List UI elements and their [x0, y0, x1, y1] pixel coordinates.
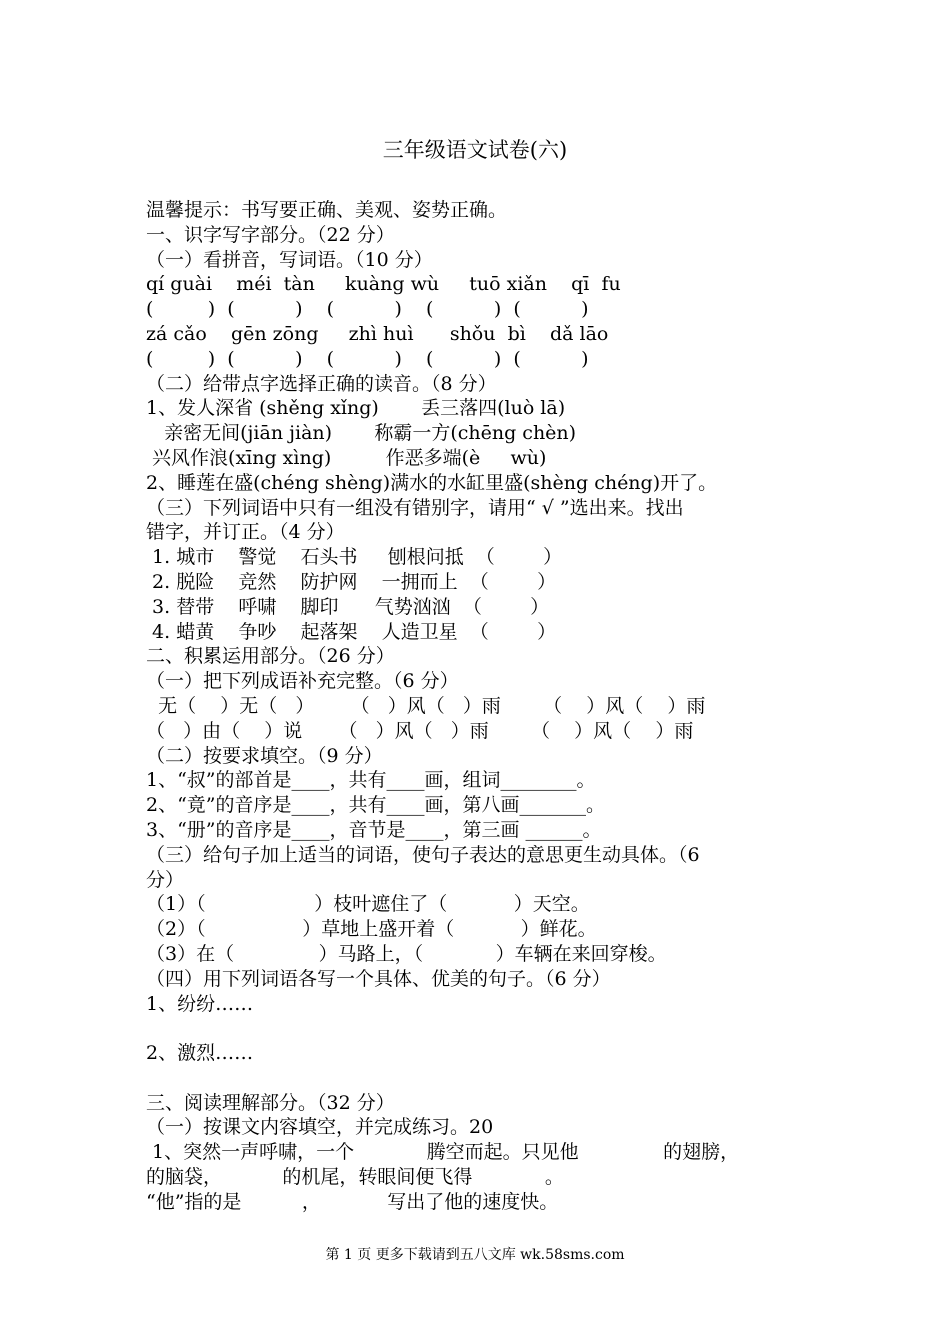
text-line: 4. 蜡黄 争吵 起落架 人造卫星 （ ） [146, 620, 557, 643]
text-line: （三）下列词语中只有一组没有错别字，请用“ √ ”选出来。找出 [146, 496, 684, 519]
text-line: （3）在（ ）马路上，（ ）车辆在来回穿梭。 [146, 942, 667, 965]
text-line: 1、纷纷…… [146, 992, 254, 1015]
text-line: “他”指的是 ， 写出了他的速度快。 [146, 1190, 559, 1213]
text-line: （四）用下列词语各写一个具体、优美的句子。（6 分） [146, 967, 611, 990]
text-line: 3、“册”的音序是____，音节是____，第三画 ______。 [146, 818, 602, 841]
text-line: 一、识字写字部分。（22 分） [146, 223, 395, 246]
text-line: （1）（ ）枝叶遮住了（ ）天空。 [146, 893, 590, 916]
text-line: 无（ ）无（ ） （ ）风（ ）雨 （ ）风（ ）雨 [146, 694, 706, 717]
text-line: 1、“叔”的部首是____，共有____画，组词________。 [146, 769, 596, 792]
text-line: （一）按课文内容填空，并完成练习。20 [146, 1116, 494, 1139]
text-line: 兴风作浪(xīng xìng) 作恶多端(è wù) [146, 446, 547, 469]
text-line: 二、积累运用部分。（26 分） [146, 645, 395, 668]
text-line: ( ) ( ) ( ) ( ) ( ) [146, 298, 589, 321]
text-line: 亲密无间(jiān jiàn) 称霸一方(chēng chèn) [146, 422, 577, 445]
text-line: 的脑袋， 的机尾，转眼间便飞得 。 [146, 1166, 564, 1189]
text-line: 3. 替带 呼啸 脚印 气势汹汹 （ ） [146, 595, 550, 618]
exam-body [146, 198, 812, 1215]
text-line: 温馨提示：书写要正确、美观、姿势正确。 [146, 199, 508, 221]
text-line: 2、“竟”的音序是____，共有____画，第八画_______。 [146, 794, 606, 817]
text-line: qí guài méi tàn kuàng wù tuō xiǎn qī fu [146, 273, 621, 296]
text-line: 1、发人深省 (shěng xǐng) 丢三落四(luò lā) [146, 397, 566, 420]
text-line: （三）给句子加上适当的词语，使句子表达的意思更生动具体。（6 [146, 843, 700, 866]
text-line: （二）给带点字选择正确的读音。（8 分） [146, 372, 497, 395]
text-line: 错字，并订正。（4 分） [146, 521, 345, 544]
text-line: 1. 城市 警觉 石头书 刨根问抵 （ ） [146, 546, 563, 569]
exam-title: 三年级语文试卷(六) [382, 138, 568, 162]
text-line: （一）看拼音，写词语。（10 分） [146, 248, 433, 271]
text-line [146, 1016, 812, 1041]
text-line: （一）把下列成语补充完整。（6 分） [146, 670, 459, 693]
text-line: 2. 脱险 竞然 防护网 一拥而上 （ ） [146, 570, 557, 593]
text-line: 2、睡莲在盛(chéng shèng)满水的水缸里盛(shèng chéng)开了。 [146, 471, 718, 494]
text-line: （ ）由（ ）说 （ ）风（ ）雨 （ ）风（ ）雨 [146, 719, 694, 742]
text-line: 2、激烈…… [146, 1042, 254, 1065]
text-line: 分） [146, 868, 185, 891]
text-line: 1、突然一声呼啸，一个 腾空而起。只见他 的翅膀， [146, 1141, 740, 1164]
text-line: （二）按要求填空。（9 分） [146, 744, 383, 767]
text-line: 三、阅读理解部分。（32 分） [146, 1091, 395, 1114]
text-line: ( ) ( ) ( ) ( ) ( ) [146, 347, 589, 370]
text-line: zá cǎo gēn zōng zhì huì shǒu bì dǎ lāo [146, 322, 609, 345]
text-line [146, 1066, 812, 1091]
text-line: （2）（ ）草地上盛开着（ ）鲜花。 [146, 918, 597, 941]
page-footer: 第 1 页 更多下载请到五八文库 wk.58sms.com [325, 1247, 625, 1263]
